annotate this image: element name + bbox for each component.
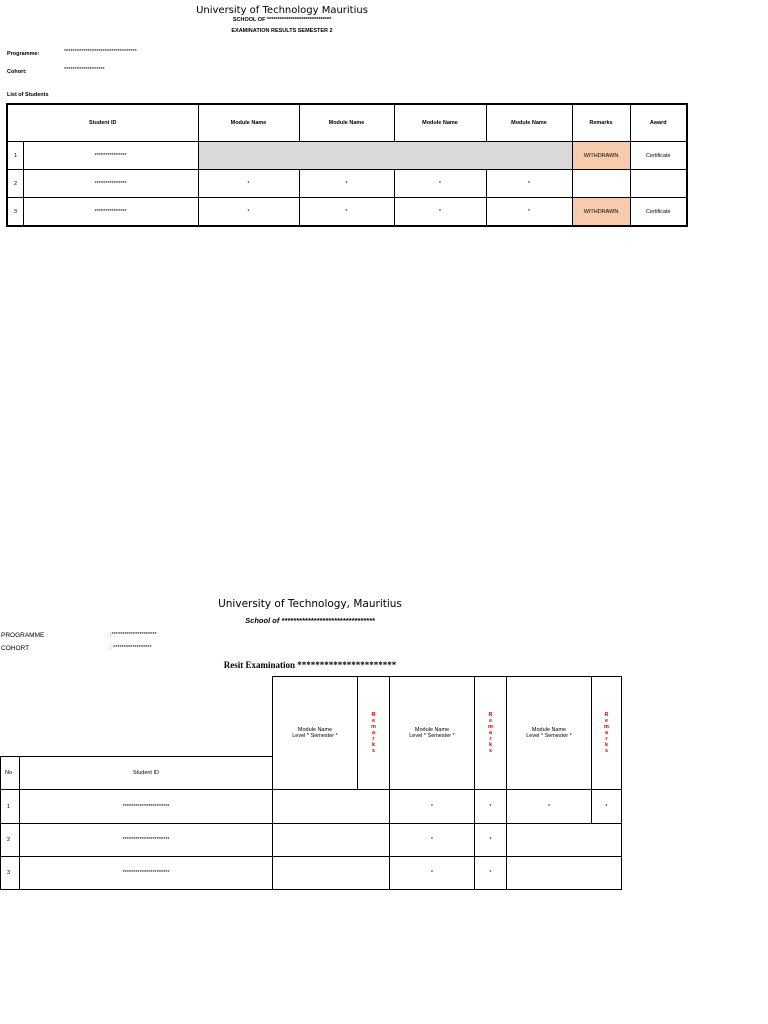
resit-mark: * <box>390 857 475 890</box>
resit-remark: * <box>475 824 507 857</box>
table-row <box>1 790 622 824</box>
table-row <box>7 198 687 227</box>
module-level-text: Level * Semester * <box>409 733 455 739</box>
remarks-cell <box>572 170 630 198</box>
header-module-4: Module Name <box>486 104 572 142</box>
table-row <box>7 142 687 170</box>
student-id: ********************** <box>20 857 273 890</box>
resit-module-header-2 <box>390 677 475 790</box>
row-number: 2 <box>7 170 23 198</box>
resit-mark: * <box>390 790 475 824</box>
row-number: 2 <box>1 824 20 857</box>
resit-empty-cell <box>273 824 390 857</box>
student-id: ********************** <box>20 824 273 857</box>
module-name-text: Module Name <box>531 727 567 733</box>
header-module-3: Module Name <box>394 104 486 142</box>
resit-empty-cell <box>507 857 622 890</box>
table-row <box>1 857 622 890</box>
header-student-id: Student ID <box>7 104 198 142</box>
header-award: Award <box>630 104 687 142</box>
resit-remarks-header-2: R e m a r k s <box>475 677 507 790</box>
header-no: No <box>1 757 20 790</box>
module-level-text: Level * Semester * <box>526 733 572 739</box>
module-mark: * <box>198 170 299 198</box>
resit-table <box>0 676 622 890</box>
remarks-cell: WITHDRAWN <box>572 198 630 227</box>
table-row <box>1 824 622 857</box>
resit-remarks-header-1: R e m a r k s <box>358 677 390 790</box>
programme-value: ********************************** <box>64 49 137 55</box>
resit-remarks-header-3: R e m a r k s <box>592 677 622 790</box>
resit-empty-cell <box>273 790 390 824</box>
resit-mark: * <box>507 790 592 824</box>
programme-label: Programme: <box>7 51 40 57</box>
resit-module-header-3 <box>507 677 592 790</box>
resit-mark: * <box>390 824 475 857</box>
module-name-text: Module Name <box>297 727 333 733</box>
resit-header-blank <box>1 677 273 757</box>
resit-school-name: School of ******************************** <box>245 616 375 625</box>
award-cell <box>630 170 687 198</box>
award-cell: Certificate <box>630 142 687 170</box>
header-module-1: Module Name <box>198 104 299 142</box>
resit-programme-label: PROGRAMME <box>1 632 45 639</box>
resit-module-header-row <box>1 677 622 757</box>
cohort-label: Cohort: <box>7 69 27 75</box>
resit-cohort-label: COHORT <box>1 645 30 652</box>
resit-remark: * <box>475 790 507 824</box>
row-number: 1 <box>7 142 23 170</box>
resit-empty-cell <box>507 824 622 857</box>
student-id: *************** <box>23 170 198 198</box>
resit-remark: * <box>475 857 507 890</box>
table-row <box>7 170 687 198</box>
resit-cohort-value: : ****************** <box>110 645 152 651</box>
resit-remark: * <box>592 790 622 824</box>
resit-programme-value: :********************* <box>110 632 157 638</box>
module-mark: * <box>394 170 486 198</box>
student-id: ********************** <box>20 790 273 824</box>
module-name-text: Module Name <box>414 727 450 733</box>
table-header-row <box>7 104 687 142</box>
resit-page-title: University of Technology, Mauritius <box>218 598 402 610</box>
module-mark: * <box>198 198 299 227</box>
award-cell: Certificate <box>630 198 687 227</box>
row-number: 3 <box>7 198 23 227</box>
cohort-value: ******************* <box>64 67 105 73</box>
row-number: 1 <box>1 790 20 824</box>
row-number: 3 <box>1 857 20 890</box>
module-mark: * <box>486 170 572 198</box>
school-name: SCHOOL OF ****************************** <box>232 17 332 23</box>
header-student-id: Student ID <box>20 757 273 790</box>
header-remarks: Remarks <box>572 104 630 142</box>
resit-empty-cell <box>273 857 390 890</box>
list-label: List of Students <box>7 92 49 98</box>
student-id: *************** <box>23 198 198 227</box>
exam-title: EXAMINATION RESULTS SEMESTER 2 <box>231 28 333 34</box>
module-mark: * <box>394 198 486 227</box>
module-mark: * <box>486 198 572 227</box>
module-mark: * <box>299 170 394 198</box>
resit-title: Resit Examination ********************** <box>223 660 397 670</box>
results-table <box>6 103 688 227</box>
module-level-text: Level * Semester * <box>292 733 338 739</box>
resit-module-header-1 <box>273 677 358 790</box>
module-mark: * <box>299 198 394 227</box>
header-module-2: Module Name <box>299 104 394 142</box>
student-id: *************** <box>23 142 198 170</box>
remarks-cell: WITHDRAWN <box>572 142 630 170</box>
page-title: University of Technology Mauritius <box>196 5 368 16</box>
module-marks-empty <box>198 142 572 170</box>
